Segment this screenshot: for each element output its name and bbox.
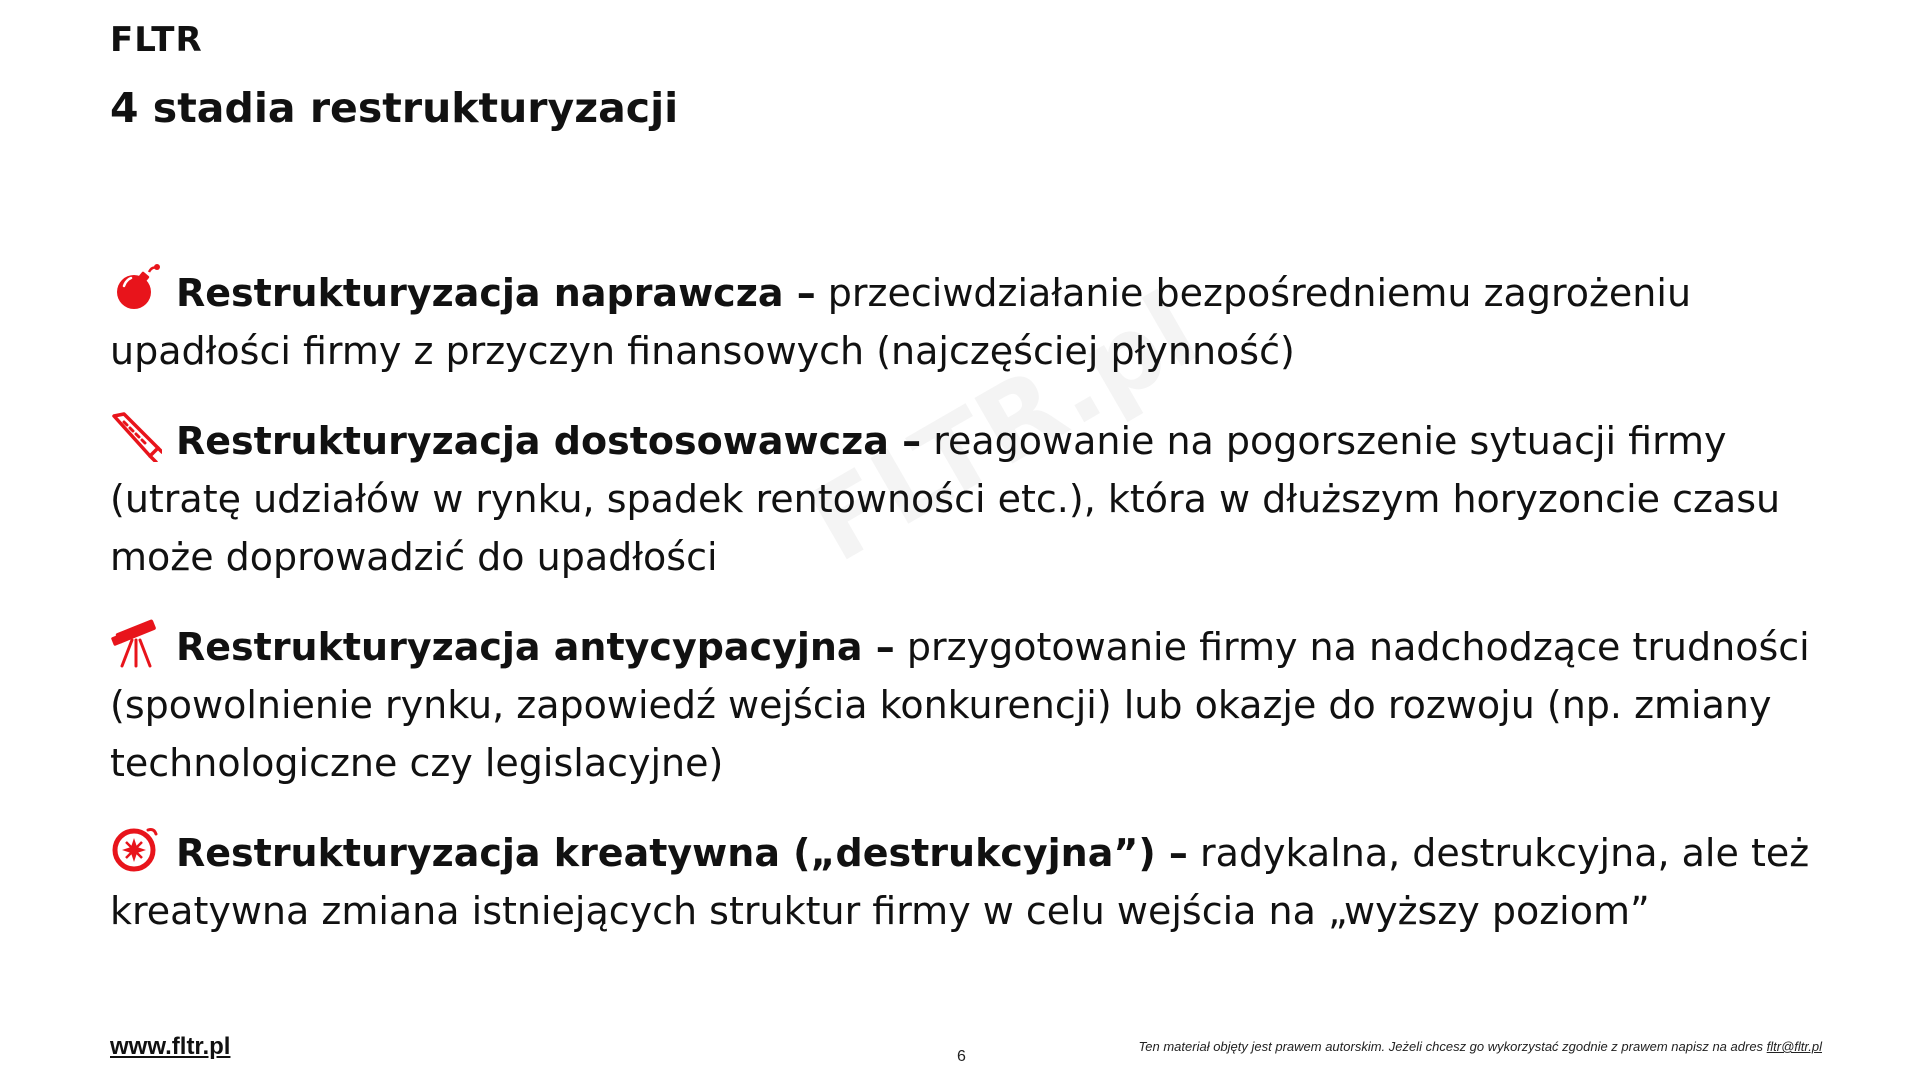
list-item-dostosowawcza <box>110 410 1830 586</box>
list-item-kreatywna <box>110 822 1830 940</box>
desc-antycypacyjna: przygotowanie firmy na nadchodzące trudności (spowolnienie rynku, zapowiedź wejścia konkurencji) lub okazje do rozwoju (np. zmiany technologiczne czy legislacyjne) <box>110 625 1810 785</box>
bomb-icon <box>110 262 162 314</box>
copyright-text: Ten materiał objęty jest prawem autorskim. Jeżeli chcesz go wykorzystać zgodnie z prawem napisz na adres <box>1138 1039 1764 1054</box>
page-number: 6 <box>957 1048 966 1065</box>
copyright-notice <box>1139 1039 1822 1054</box>
copyright-email-link[interactable]: fltr@fltr.pl <box>1766 1039 1822 1054</box>
list-item-antycypacyjna <box>110 616 1830 792</box>
compass-icon <box>110 822 162 874</box>
desc-kreatywna: radykalna, destrukcyjna, ale też kreatywna zmiana istniejących struktur firmy w celu wejścia na „wyższy poziom” <box>110 831 1810 933</box>
saw-icon <box>110 410 162 462</box>
term-dostosowawcza: Restrukturyzacja dostosowawcza – <box>176 419 922 463</box>
footer-website-link[interactable]: www.fltr.pl <box>110 1033 231 1060</box>
term-kreatywna: Restrukturyzacja kreatywna („destrukcyjna”) – <box>176 831 1188 875</box>
desc-naprawcza: przeciwdziałanie bezpośredniemu zagrożeniu upadłości firmy z przyczyn finansowych (najczęściej płynność) <box>110 271 1692 373</box>
brand-name: FLTR <box>110 20 203 60</box>
term-antycypacyjna: Restrukturyzacja antycypacyjna – <box>176 625 895 669</box>
desc-dostosowawcza: reagowanie na pogorszenie sytuacji firmy (utratę udziałów w rynku, spadek rentowności etc.), która w dłuższym horyzoncie czasu może doprowadzić do upadłości <box>110 419 1781 579</box>
term-naprawcza: Restrukturyzacja naprawcza – <box>176 271 816 315</box>
stages-list <box>110 262 1830 970</box>
list-item-naprawcza <box>110 262 1830 380</box>
slide-title: 4 stadia restrukturyzacji <box>110 84 679 132</box>
telescope-icon <box>110 616 162 668</box>
